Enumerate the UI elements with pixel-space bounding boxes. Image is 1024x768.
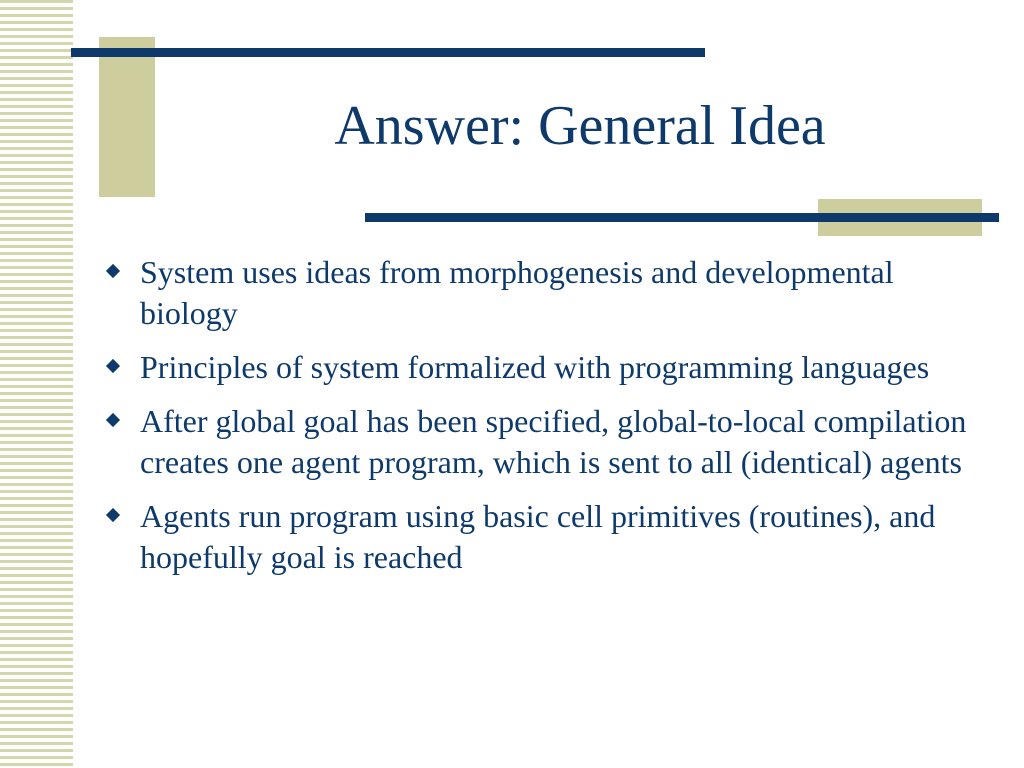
bullet-item (104, 401, 984, 483)
bullet-item (104, 252, 984, 334)
diamond-bullet-icon (106, 264, 120, 278)
bullet-list (104, 252, 984, 591)
slide-title: Answer: General Idea (334, 95, 826, 157)
accent-line-top (71, 48, 705, 57)
bullet-text: Principles of system formalized with programming languages (140, 349, 930, 385)
striped-sidebar-decoration (0, 0, 73, 768)
tan-block-decoration-top (99, 37, 155, 197)
bullet-text: Agents run program using basic cell primitives (routines), and hopefully goal is reached (140, 498, 936, 575)
diamond-bullet-icon (106, 413, 120, 427)
bullet-text: After global goal has been specified, global-to-local compilation creates one agent program, which is sent to all (identical) agents (140, 403, 967, 480)
diamond-bullet-icon (106, 508, 120, 522)
bullet-text: System uses ideas from morphogenesis and developmental biology (140, 254, 894, 331)
accent-line-bottom (365, 213, 999, 222)
diamond-bullet-icon (106, 359, 120, 373)
bullet-item (104, 496, 984, 578)
bullet-item (104, 347, 984, 388)
